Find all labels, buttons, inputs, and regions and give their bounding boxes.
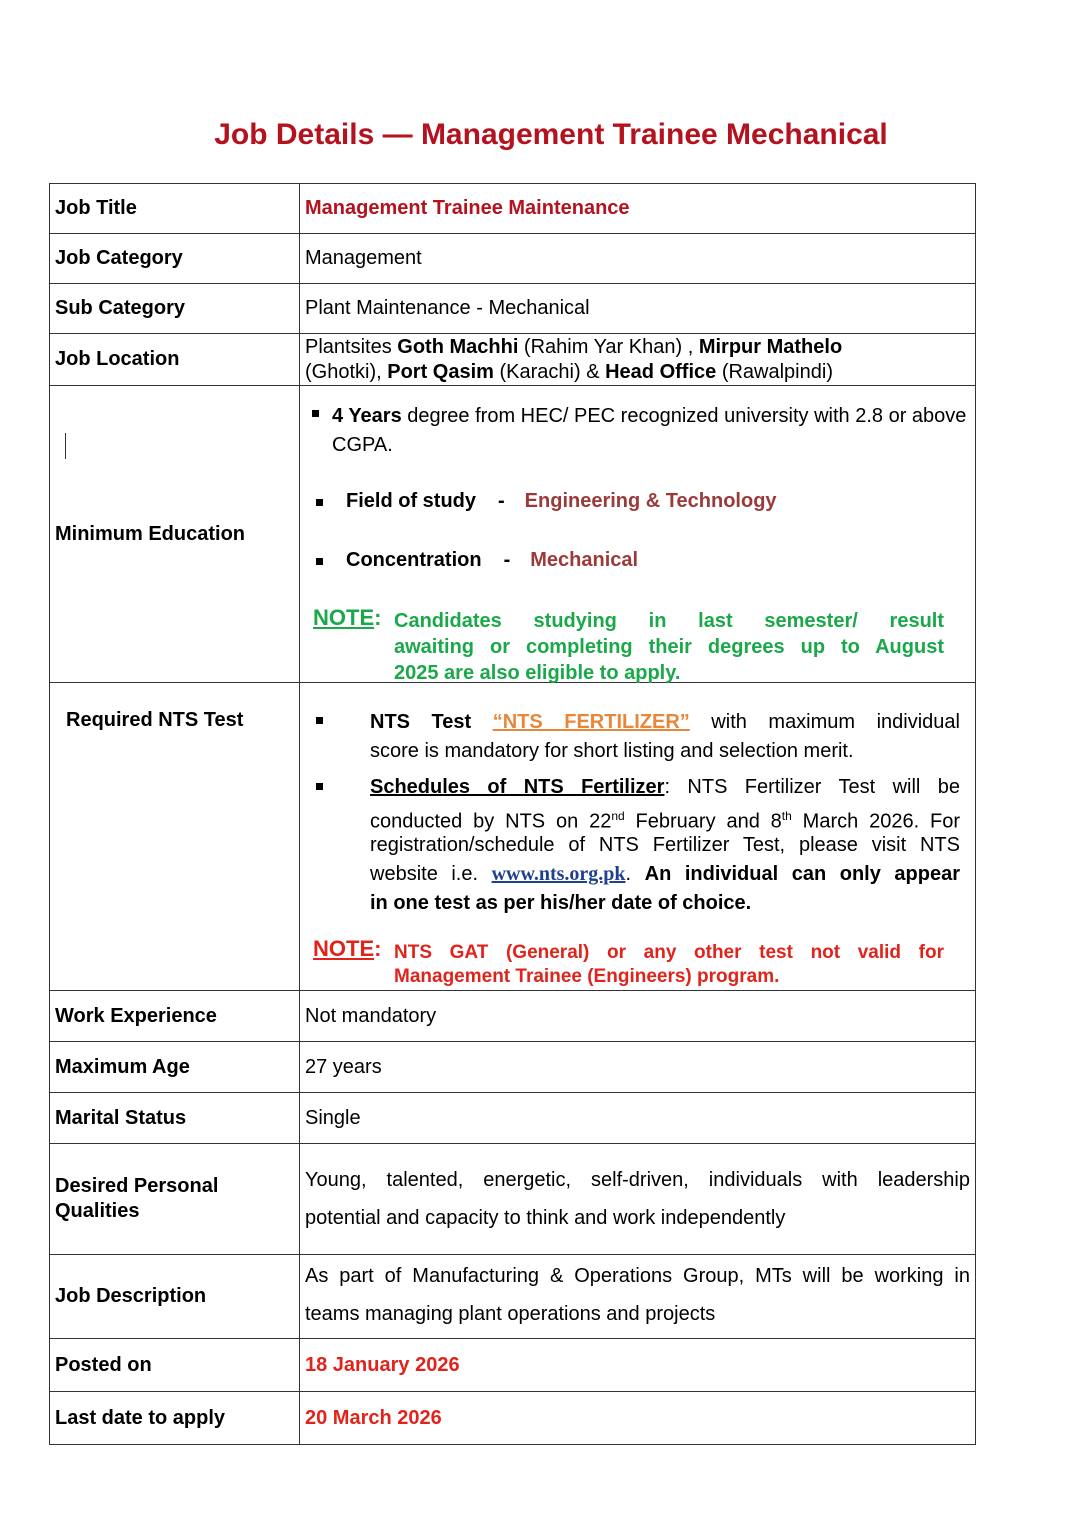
- nts-note-line1: NTS GAT (General) or any other test not valid for: [394, 942, 944, 963]
- schedule-line4: [370, 860, 960, 889]
- row-minimum-education: [50, 386, 976, 683]
- bullet-icon: [316, 558, 323, 565]
- location-mirpur-mathelo: Mirpur Mathelo: [698, 335, 843, 358]
- label-required-nts-test: Required NTS Test: [50, 683, 300, 991]
- value-desired-qualities: [300, 1144, 976, 1255]
- schedule-period: .: [625, 863, 645, 885]
- label-desired-qualities-line2: Qualities: [55, 1200, 140, 1222]
- concentration-label: Concentration: [346, 549, 482, 571]
- description-line2: teams managing plant operations and projects: [305, 1303, 716, 1325]
- nts-test-rest: with maximum individual: [689, 711, 960, 733]
- list-item-degree: [312, 402, 972, 460]
- education-note: [313, 605, 381, 631]
- row-job-title: [50, 184, 976, 234]
- location-text: Plantsites: [305, 335, 398, 358]
- qualities-line1: Young, talented, energetic, self-driven, individuals with leadership: [305, 1169, 970, 1191]
- schedule-text: : NTS Fertilizer Test will be: [664, 776, 960, 798]
- location-text: (Rawalpindi): [716, 360, 833, 383]
- label-posted-on: Posted on: [50, 1339, 300, 1392]
- value-maximum-age: 27 years: [300, 1042, 976, 1093]
- degree-years: 4 Years: [332, 405, 402, 427]
- row-desired-qualities: [50, 1144, 976, 1255]
- label-job-description: Job Description: [50, 1255, 300, 1339]
- description-line1: As part of Manufacturing & Operations Group, MTs will be working in: [305, 1265, 970, 1287]
- superscript: th: [781, 809, 792, 823]
- row-last-date: [50, 1392, 976, 1445]
- value-minimum-education: [300, 386, 976, 683]
- schedule-date-text: conducted by NTS on 22: [370, 810, 612, 833]
- schedule-line5: in one test as per his/her date of choice.: [370, 892, 752, 914]
- value-job-title: Management Trainee Maintenance: [300, 184, 976, 234]
- list-item-field-of-study: [316, 490, 777, 513]
- schedule-website-text: website i.e.: [370, 863, 492, 885]
- label-desired-qualities: [50, 1144, 300, 1255]
- row-required-nts-test: [50, 683, 976, 991]
- nts-website-link[interactable]: www.nts.org.pk: [491, 863, 626, 885]
- label-sub-category: Sub Category: [50, 284, 300, 334]
- nts-note-line2: Management Trainee (Engineers) program.: [394, 966, 780, 987]
- row-maximum-age: [50, 1042, 976, 1093]
- nts-test-prefix: NTS Test: [370, 711, 472, 733]
- label-job-category: Job Category: [50, 234, 300, 284]
- location-text: (Ghotki),: [305, 360, 388, 383]
- schedule-date-text: February and 8: [624, 810, 782, 833]
- job-details-table: [49, 183, 976, 1445]
- note-label: NOTE: [313, 936, 375, 961]
- row-marital-status: [50, 1093, 976, 1144]
- location-text: (Karachi) &: [493, 360, 606, 383]
- label-marital-status: Marital Status: [50, 1093, 300, 1144]
- value-job-description: [300, 1255, 976, 1339]
- label-desired-qualities-line1: Desired Personal: [55, 1175, 219, 1197]
- bullet-icon: [316, 499, 323, 506]
- schedule-line1: [370, 773, 960, 802]
- nts-note: [313, 936, 381, 962]
- label-minimum-education: [50, 386, 300, 683]
- row-work-experience: [50, 991, 976, 1042]
- nts-test-line2: score is mandatory for short listing and selection merit.: [370, 740, 854, 762]
- label-job-location: Job Location: [50, 334, 300, 386]
- nts-test-line1: [370, 708, 960, 737]
- value-required-nts-test: [300, 683, 976, 991]
- degree-requirement: degree from HEC/ PEC recognized university with 2.8 or above CGPA.: [332, 405, 967, 456]
- note-label: NOTE: [313, 605, 375, 630]
- schedule-line3: registration/schedule of NTS Fertilizer Test, please visit NTS: [370, 834, 960, 856]
- label-work-experience: Work Experience: [50, 991, 300, 1042]
- qualities-line2: potential and capacity to think and work independently: [305, 1207, 786, 1229]
- note-colon: :: [374, 605, 382, 630]
- text-cursor: [65, 433, 66, 459]
- row-job-description: [50, 1255, 976, 1339]
- label-job-title: Job Title: [50, 184, 300, 234]
- education-note-line1: Candidates studying in last semester/ result: [394, 610, 944, 632]
- value-job-category: Management: [300, 234, 976, 284]
- schedule-heading: Schedules of NTS Fertilizer: [370, 776, 665, 798]
- bullet-icon: [316, 783, 323, 790]
- field-of-study-value: Engineering & Technology: [524, 490, 777, 512]
- location-head-office: Head Office: [605, 360, 717, 383]
- label-last-date: Last date to apply: [50, 1392, 300, 1445]
- value-marital-status: Single: [300, 1093, 976, 1144]
- list-item-concentration: [316, 549, 638, 572]
- value-sub-category: Plant Maintenance - Mechanical: [300, 284, 976, 334]
- location-goth-machhi: Goth Machhi: [397, 335, 519, 358]
- label-maximum-age: Maximum Age: [50, 1042, 300, 1093]
- bullet-icon: [312, 410, 319, 417]
- field-of-study-dash: -: [498, 490, 505, 512]
- field-of-study-label: Field of study: [346, 490, 476, 512]
- concentration-dash: -: [503, 549, 511, 571]
- schedule-date-text: March 2026. For: [791, 810, 960, 833]
- value-last-date: 20 March 2026: [300, 1392, 976, 1445]
- superscript: nd: [611, 809, 625, 823]
- page-title: Job Details — Management Trainee Mechanical: [214, 118, 888, 151]
- education-note-line3: 2025 are also eligible to apply.: [394, 662, 681, 684]
- education-note-line2: awaiting or completing their degrees up to August: [394, 636, 944, 658]
- bullet-icon: [316, 717, 323, 724]
- label-minimum-education-text: Minimum Education: [55, 522, 245, 545]
- note-colon: :: [374, 936, 382, 961]
- location-port-qasim: Port Qasim: [387, 360, 494, 383]
- value-posted-on: 18 January 2026: [300, 1339, 976, 1392]
- value-job-location: [300, 334, 976, 386]
- concentration-value: Mechanical: [530, 549, 639, 571]
- nts-fertilizer-highlight: “NTS FERTILIZER”: [492, 711, 690, 733]
- schedule-individual-text: An individual can only appear: [644, 863, 960, 885]
- value-work-experience: Not mandatory: [300, 991, 976, 1042]
- row-posted-on: [50, 1339, 976, 1392]
- row-job-category: [50, 234, 976, 284]
- row-sub-category: [50, 284, 976, 334]
- row-job-location: [50, 334, 976, 386]
- location-text: (Rahim Yar Khan) ,: [518, 335, 699, 358]
